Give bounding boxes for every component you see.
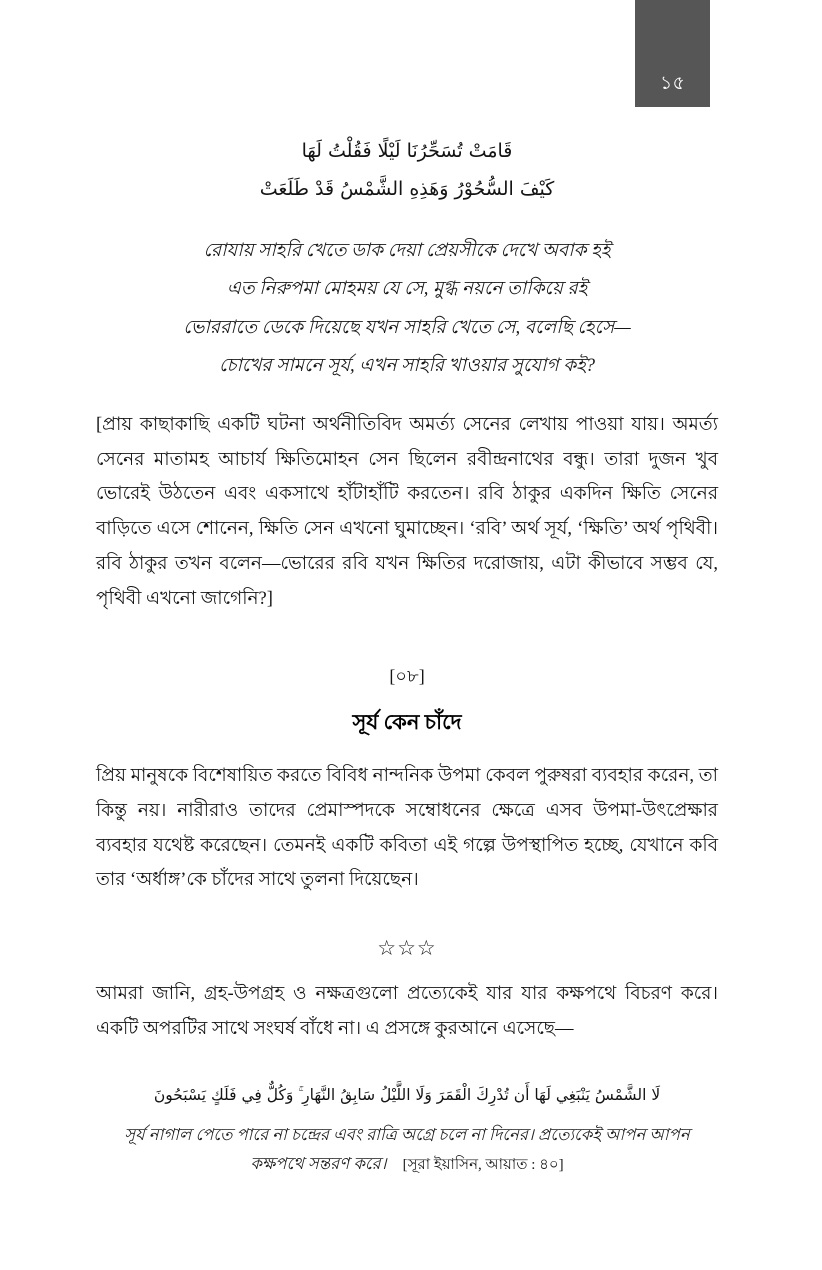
star-divider-icon: ☆☆☆ <box>377 936 437 961</box>
verse-line: রোযায় সাহরি খেতে ডাক দেয়া প্রেয়সীকে দেখে অবাক হই <box>203 241 611 261</box>
verse-line: এত নিরুপমা মোহময় যে সে, মুগ্ধ নয়নে তাকিয়ে রই <box>226 279 588 300</box>
bengali-verse <box>96 232 718 386</box>
orbit-paragraph: আমরা জানি, গ্রহ-উপগ্রহ ও নক্ষত্রগুলো প্রত্যেকেই যার যার কক্ষপথে বিচরণ করে। একটি অপরটির সাথে সংঘর্ষ বাঁধে না। এ প্রসঙ্গে কুরআনে এসেছে— <box>96 984 718 1039</box>
arabic-couplet-line: كَيْفَ السُّحُوْرُ وَهَذِهِ الشَّمْسُ قَدْ طَلَعَتْ <box>259 178 555 200</box>
quran-translation <box>96 1120 718 1179</box>
quran-translation-text: সূর্য নাগাল পেতে পারে না চন্দ্রের এবং রাত্রি অগ্রে চলে না দিনের। প্রত্যেকেই আপন আপন কক্ষপথে সন্তরণ করে। <box>124 1125 690 1174</box>
quran-arabic-verse: لَا الشَّمْسُ يَنْبَغِي لَهَا أَن تُدْرِكَ الْقَمَرَ وَلَا اللَّيْلُ سَابِقُ النَّهَارِ ۚ وَكُلٌّ فِي فَلَكٍ يَسْبَحُونَ <box>153 1085 661 1104</box>
intro-paragraph: প্রিয় মানুষকে বিশেষায়িত করতে বিবিধ নান্দনিক উপমা কেবল পুরুষরা ব্যবহার করেন, তা কিন্তু নয়। নারীরাও তাদের প্রেমাস্পদকে সম্বোধনের ক্ষেত্রে এসব উপমা-উৎপ্রেক্ষার ব্যবহার যথেষ্ট করেছেন। তেমনই একটি কবিতা এই গল্পে উপস্থাপিত হচ্ছে, যেখানে কবি তার ‘অর্ধাঙ্গ’কে চাঁদের সাথে তুলনা দিয়েছেন। <box>96 766 718 891</box>
page-number: ১৫ <box>659 73 686 94</box>
arabic-couplet <box>96 132 718 208</box>
page-content <box>96 0 718 1179</box>
section-marker: [০৮] <box>389 666 425 687</box>
quran-quote-block <box>96 1081 718 1179</box>
section-title: সূর্য কেন চাঁদে <box>352 709 462 734</box>
arabic-couplet-line: قَامَتْ تُسَحِّرُنَا لَيْلًا فَقُلْتُ لَهَا <box>301 140 513 162</box>
verse-line: চোখের সামনে সূর্য, এখন সাহরি খাওয়ার সুযোগ কই? <box>218 356 596 377</box>
quran-citation: [সূরা ইয়াসিন, আয়াত : ৪০] <box>402 1157 564 1174</box>
verse-line: ভোররাতে ডেকে দিয়েছে যখন সাহরি খেতে সে, বলেছি হেসে— <box>183 317 631 338</box>
bracketed-note-paragraph: [প্রায় কাছাকাছি একটি ঘটনা অর্থনীতিবিদ অমর্ত্য সেনের লেখায় পাওয়া যায়। অমর্ত্য সেনের মাতামহ আচার্য ক্ষিতিমোহন সেন ছিলেন রবীন্দ্রনাথের বন্ধু। তারা দুজন খুব ভোরেই উঠতেন এবং একসাথে হাঁটাহাঁটি করতেন। রবি ঠাকুর একদিন ক্ষিতি সেনের বাড়িতে এসে শোনেন, ক্ষিতি সেন এখনো ঘুমাচ্ছেন। ‘রবি’ অর্থ সূর্য, ‘ক্ষিতি’ অর্থ পৃথিবী। রবি ঠাকুর তখন বলেন—ভোরের রবি যখন ক্ষিতির দরোজায়, এটা কীভাবে সম্ভব যে, পৃথিবী এখনো জাগেনি?] <box>96 414 718 609</box>
